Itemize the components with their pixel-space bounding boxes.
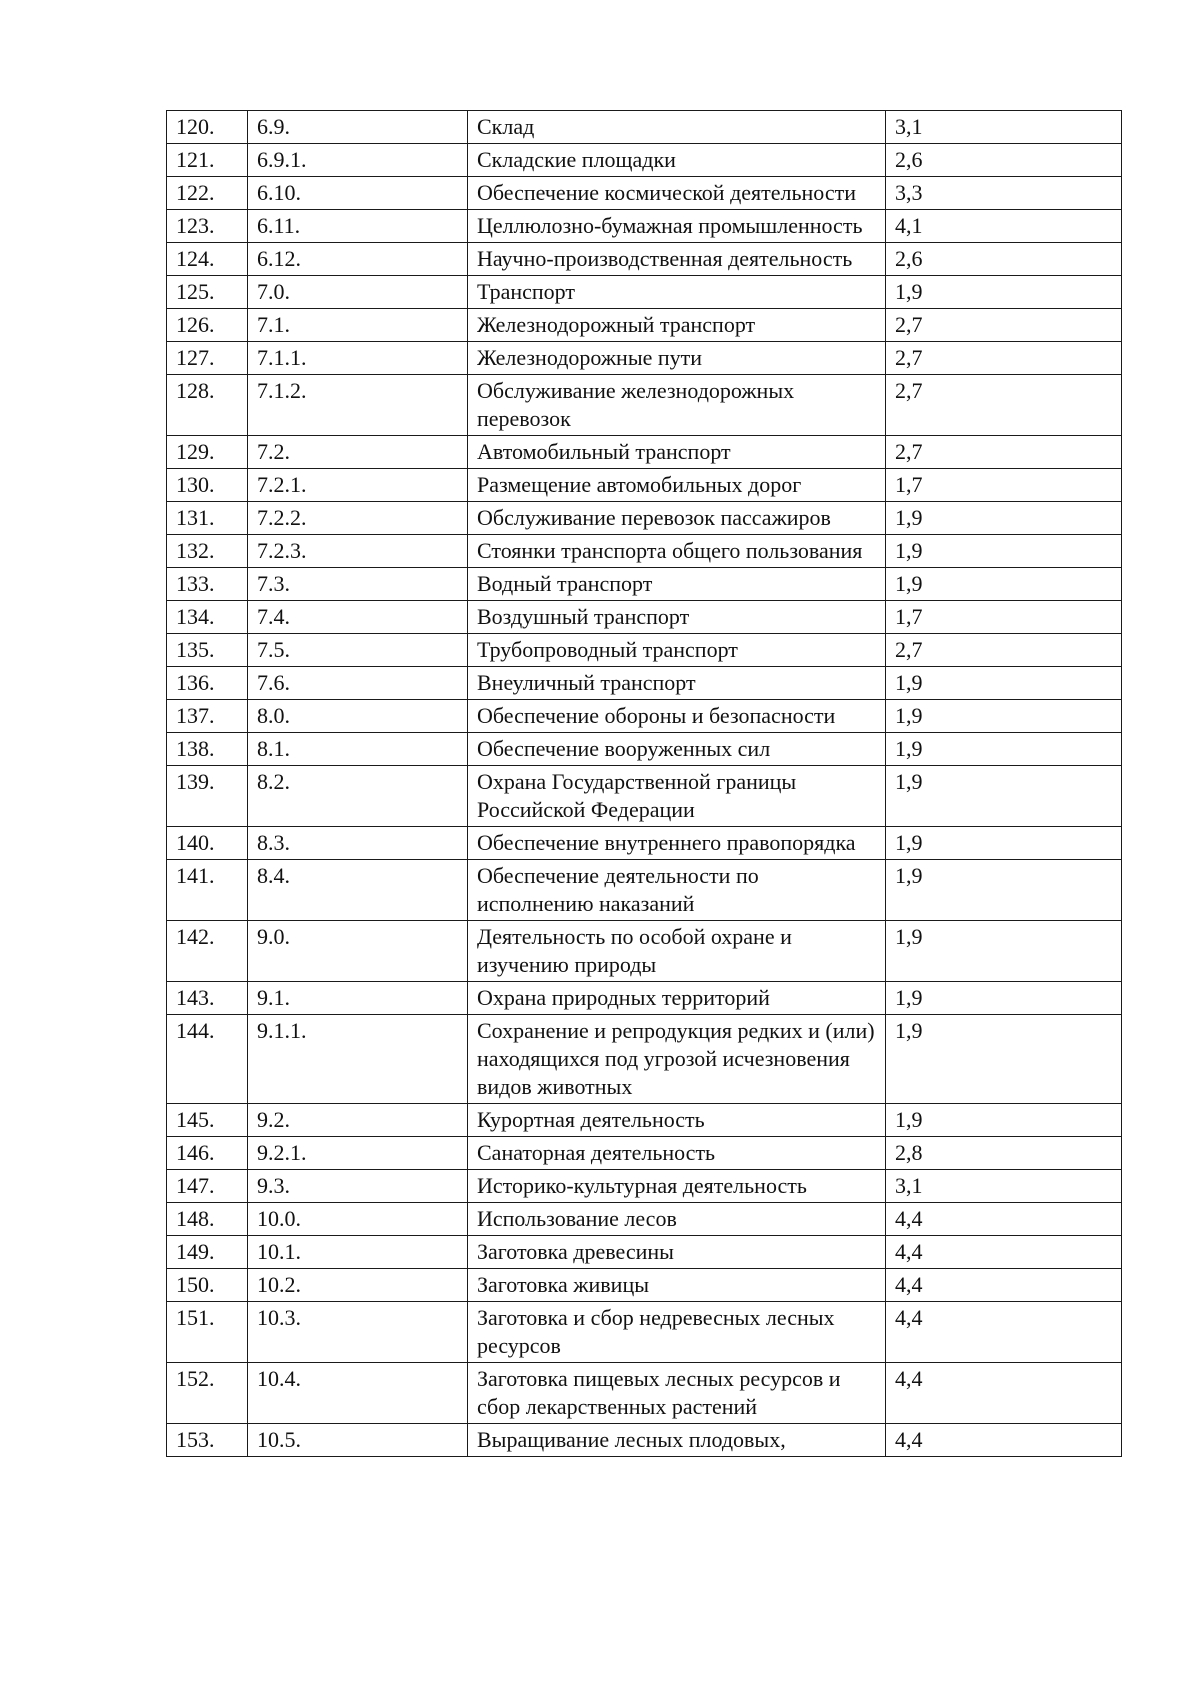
coefficient-cell: 1,9: [886, 921, 1122, 982]
row-number-cell: 130.: [167, 469, 248, 502]
use-name-cell: Заготовка древесины: [468, 1236, 886, 1269]
table-row: [167, 601, 1122, 634]
coefficient-cell: 1,9: [886, 860, 1122, 921]
table-row: [167, 634, 1122, 667]
use-name-cell: Размещение автомобильных дорог: [468, 469, 886, 502]
row-number-cell: 126.: [167, 309, 248, 342]
row-number-cell: 123.: [167, 210, 248, 243]
table-row: [167, 111, 1122, 144]
use-name-cell: Обеспечение космической деятельности: [468, 177, 886, 210]
row-number-cell: 138.: [167, 733, 248, 766]
use-code-cell: 8.1.: [248, 733, 468, 766]
row-number-cell: 152.: [167, 1363, 248, 1424]
row-number-cell: 127.: [167, 342, 248, 375]
table-body: [167, 111, 1122, 1457]
coefficient-cell: 1,9: [886, 535, 1122, 568]
use-code-cell: 8.4.: [248, 860, 468, 921]
row-number-cell: 139.: [167, 766, 248, 827]
row-number-cell: 128.: [167, 375, 248, 436]
use-code-cell: 7.2.3.: [248, 535, 468, 568]
coefficient-cell: 4,4: [886, 1236, 1122, 1269]
use-code-cell: 7.1.2.: [248, 375, 468, 436]
row-number-cell: 136.: [167, 667, 248, 700]
use-code-cell: 8.3.: [248, 827, 468, 860]
use-code-cell: 6.9.: [248, 111, 468, 144]
coefficient-cell: 4,1: [886, 210, 1122, 243]
use-name-cell: Заготовка живицы: [468, 1269, 886, 1302]
table-row: [167, 309, 1122, 342]
coefficient-cell: 4,4: [886, 1363, 1122, 1424]
table-row: [167, 1015, 1122, 1104]
table-row: [167, 827, 1122, 860]
row-number-cell: 135.: [167, 634, 248, 667]
table-row: [167, 502, 1122, 535]
coefficient-cell: 1,9: [886, 733, 1122, 766]
use-name-cell: Обеспечение вооруженных сил: [468, 733, 886, 766]
coefficient-cell: 2,7: [886, 436, 1122, 469]
coefficient-cell: 4,4: [886, 1269, 1122, 1302]
coefficient-cell: 3,1: [886, 111, 1122, 144]
use-code-cell: 9.1.: [248, 982, 468, 1015]
coefficient-cell: 1,9: [886, 276, 1122, 309]
row-number-cell: 129.: [167, 436, 248, 469]
row-number-cell: 146.: [167, 1137, 248, 1170]
coefficient-cell: 1,7: [886, 469, 1122, 502]
use-name-cell: Обеспечение обороны и безопасности: [468, 700, 886, 733]
use-name-cell: Заготовка пищевых лесных ресурсов и сбор лекарственных растений: [468, 1363, 886, 1424]
use-code-cell: 6.9.1.: [248, 144, 468, 177]
use-name-cell: Обслуживание железнодорожных перевозок: [468, 375, 886, 436]
use-name-cell: Склад: [468, 111, 886, 144]
table-row: [167, 1269, 1122, 1302]
row-number-cell: 131.: [167, 502, 248, 535]
table-row: [167, 144, 1122, 177]
use-name-cell: Обслуживание перевозок пассажиров: [468, 502, 886, 535]
table-row: [167, 342, 1122, 375]
row-number-cell: 142.: [167, 921, 248, 982]
use-name-cell: Деятельность по особой охране и изучению природы: [468, 921, 886, 982]
use-name-cell: Санаторная деятельность: [468, 1137, 886, 1170]
use-code-cell: 10.1.: [248, 1236, 468, 1269]
use-name-cell: Железнодорожный транспорт: [468, 309, 886, 342]
row-number-cell: 143.: [167, 982, 248, 1015]
coefficient-cell: 2,7: [886, 342, 1122, 375]
row-number-cell: 151.: [167, 1302, 248, 1363]
coefficient-cell: 3,3: [886, 177, 1122, 210]
use-code-cell: 6.10.: [248, 177, 468, 210]
row-number-cell: 140.: [167, 827, 248, 860]
use-code-cell: 7.3.: [248, 568, 468, 601]
use-name-cell: Историко-культурная деятельность: [468, 1170, 886, 1203]
table-row: [167, 1236, 1122, 1269]
coefficient-cell: 2,7: [886, 634, 1122, 667]
use-name-cell: Трубопроводный транспорт: [468, 634, 886, 667]
row-number-cell: 125.: [167, 276, 248, 309]
coefficient-cell: 1,9: [886, 982, 1122, 1015]
table-row: [167, 469, 1122, 502]
table-row: [167, 766, 1122, 827]
table-row: [167, 1104, 1122, 1137]
use-code-cell: 7.1.1.: [248, 342, 468, 375]
use-code-cell: 7.2.: [248, 436, 468, 469]
row-number-cell: 145.: [167, 1104, 248, 1137]
use-code-cell: 7.6.: [248, 667, 468, 700]
use-name-cell: Транспорт: [468, 276, 886, 309]
row-number-cell: 134.: [167, 601, 248, 634]
use-name-cell: Охрана Государственной границы Российской Федерации: [468, 766, 886, 827]
table-row: [167, 860, 1122, 921]
row-number-cell: 124.: [167, 243, 248, 276]
table-row: [167, 733, 1122, 766]
coefficient-cell: 1,9: [886, 568, 1122, 601]
coefficient-cell: 1,9: [886, 502, 1122, 535]
table-row: [167, 1137, 1122, 1170]
table-row: [167, 243, 1122, 276]
use-code-cell: 9.2.: [248, 1104, 468, 1137]
row-number-cell: 147.: [167, 1170, 248, 1203]
use-code-cell: 6.11.: [248, 210, 468, 243]
table-row: [167, 1170, 1122, 1203]
use-name-cell: Водный транспорт: [468, 568, 886, 601]
use-code-cell: 10.2.: [248, 1269, 468, 1302]
table-row: [167, 1302, 1122, 1363]
use-code-cell: 7.1.: [248, 309, 468, 342]
row-number-cell: 132.: [167, 535, 248, 568]
use-name-cell: Научно-производственная деятельность: [468, 243, 886, 276]
row-number-cell: 137.: [167, 700, 248, 733]
use-code-cell: 9.0.: [248, 921, 468, 982]
row-number-cell: 141.: [167, 860, 248, 921]
use-code-cell: 10.5.: [248, 1424, 468, 1457]
use-name-cell: Выращивание лесных плодовых,: [468, 1424, 886, 1457]
table-row: [167, 982, 1122, 1015]
row-number-cell: 121.: [167, 144, 248, 177]
coefficient-cell: 4,4: [886, 1203, 1122, 1236]
table-row: [167, 1203, 1122, 1236]
table-row: [167, 1424, 1122, 1457]
coefficient-cell: 2,7: [886, 375, 1122, 436]
use-name-cell: Заготовка и сбор недревесных лесных ресурсов: [468, 1302, 886, 1363]
use-name-cell: Стоянки транспорта общего пользования: [468, 535, 886, 568]
land-use-coefficient-table: [166, 110, 1122, 1457]
use-code-cell: 7.0.: [248, 276, 468, 309]
row-number-cell: 133.: [167, 568, 248, 601]
use-name-cell: Обеспечение внутреннего правопорядка: [468, 827, 886, 860]
use-code-cell: 7.2.2.: [248, 502, 468, 535]
coefficient-cell: 1,9: [886, 667, 1122, 700]
coefficient-cell: 1,9: [886, 700, 1122, 733]
use-code-cell: 7.2.1.: [248, 469, 468, 502]
coefficient-cell: 4,4: [886, 1424, 1122, 1457]
coefficient-cell: 1,9: [886, 1015, 1122, 1104]
table-row: [167, 177, 1122, 210]
table-row: [167, 210, 1122, 243]
use-name-cell: Использование лесов: [468, 1203, 886, 1236]
use-name-cell: Внеуличный транспорт: [468, 667, 886, 700]
use-code-cell: 8.2.: [248, 766, 468, 827]
use-code-cell: 9.1.1.: [248, 1015, 468, 1104]
coefficient-cell: 1,9: [886, 1104, 1122, 1137]
table-row: [167, 1363, 1122, 1424]
coefficient-cell: 2,6: [886, 144, 1122, 177]
coefficient-cell: 4,4: [886, 1302, 1122, 1363]
table-row: [167, 375, 1122, 436]
use-code-cell: 9.3.: [248, 1170, 468, 1203]
row-number-cell: 144.: [167, 1015, 248, 1104]
table-row: [167, 667, 1122, 700]
use-code-cell: 10.4.: [248, 1363, 468, 1424]
coefficient-cell: 2,8: [886, 1137, 1122, 1170]
coefficient-cell: 1,9: [886, 766, 1122, 827]
coefficient-cell: 2,6: [886, 243, 1122, 276]
use-name-cell: Целлюлозно-бумажная промышленность: [468, 210, 886, 243]
use-name-cell: Воздушный транспорт: [468, 601, 886, 634]
use-name-cell: Курортная деятельность: [468, 1104, 886, 1137]
coefficient-cell: 1,9: [886, 827, 1122, 860]
use-name-cell: Охрана природных территорий: [468, 982, 886, 1015]
table-row: [167, 568, 1122, 601]
table-row: [167, 436, 1122, 469]
table-row: [167, 700, 1122, 733]
coefficient-cell: 3,1: [886, 1170, 1122, 1203]
use-name-cell: Складские площадки: [468, 144, 886, 177]
row-number-cell: 120.: [167, 111, 248, 144]
use-code-cell: 8.0.: [248, 700, 468, 733]
use-code-cell: 10.3.: [248, 1302, 468, 1363]
use-name-cell: Обеспечение деятельности по исполнению наказаний: [468, 860, 886, 921]
use-code-cell: 6.12.: [248, 243, 468, 276]
use-code-cell: 7.5.: [248, 634, 468, 667]
use-code-cell: 7.4.: [248, 601, 468, 634]
use-name-cell: Сохранение и репродукция редких и (или) находящихся под угрозой исчезновения видов животных: [468, 1015, 886, 1104]
row-number-cell: 122.: [167, 177, 248, 210]
row-number-cell: 149.: [167, 1236, 248, 1269]
row-number-cell: 150.: [167, 1269, 248, 1302]
use-name-cell: Железнодорожные пути: [468, 342, 886, 375]
table-row: [167, 535, 1122, 568]
coefficient-cell: 1,7: [886, 601, 1122, 634]
use-name-cell: Автомобильный транспорт: [468, 436, 886, 469]
coefficient-cell: 2,7: [886, 309, 1122, 342]
table-row: [167, 921, 1122, 982]
row-number-cell: 153.: [167, 1424, 248, 1457]
table-row: [167, 276, 1122, 309]
use-code-cell: 9.2.1.: [248, 1137, 468, 1170]
row-number-cell: 148.: [167, 1203, 248, 1236]
use-code-cell: 10.0.: [248, 1203, 468, 1236]
